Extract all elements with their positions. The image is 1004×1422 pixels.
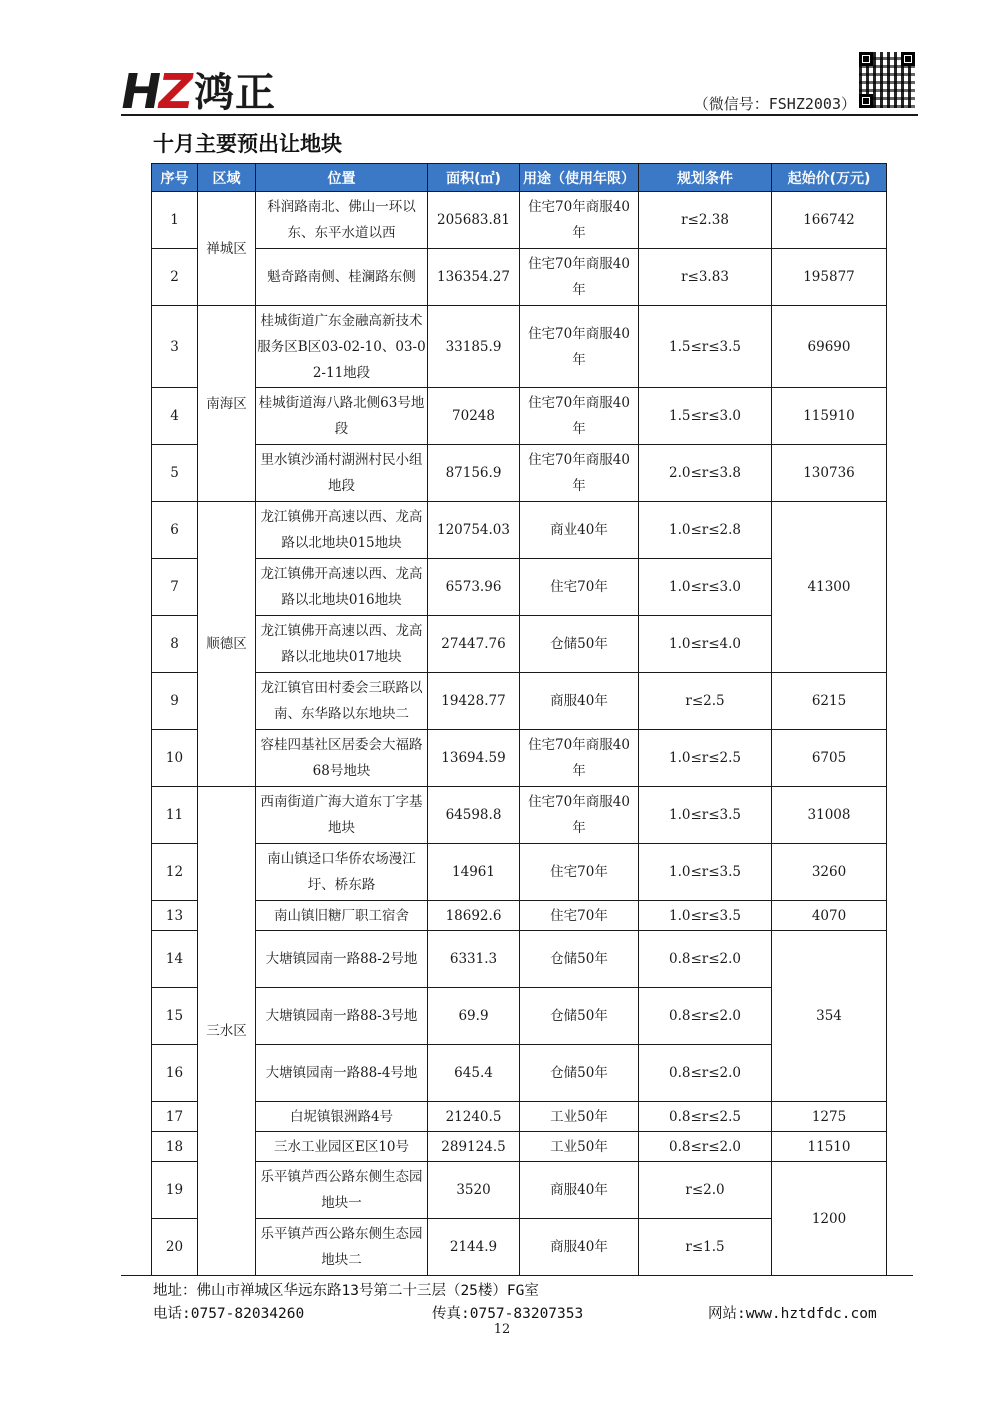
cell-plan: 1.5≤r≤3.0 xyxy=(639,388,772,445)
cell-use: 住宅70年 xyxy=(520,844,639,901)
cell-plan: r≤3.83 xyxy=(639,249,772,306)
cell-location: 大塘镇园南一路88-2号地 xyxy=(256,931,428,988)
col-header-area: 面积(㎡) xyxy=(428,164,520,192)
table-row xyxy=(152,1162,887,1219)
cell-plan: 0.8≤r≤2.5 xyxy=(639,1102,772,1132)
page-title: 十月主要预出让地块 xyxy=(153,132,342,156)
cell-use: 住宅70年商服40年 xyxy=(520,306,639,388)
cell-price: 41300 xyxy=(772,502,887,673)
table-row xyxy=(152,901,887,931)
cell-area: 87156.9 xyxy=(428,445,520,502)
cell-price: 6705 xyxy=(772,730,887,787)
cell-area: 69.9 xyxy=(428,988,520,1045)
cell-area: 70248 xyxy=(428,388,520,445)
cell-district: 南海区 xyxy=(198,306,256,502)
cell-location: 桂城街道海八路北侧63号地段 xyxy=(256,388,428,445)
cell-plan: 0.8≤r≤2.0 xyxy=(639,988,772,1045)
cell-use: 住宅70年商服40年 xyxy=(520,249,639,306)
cell-no: 11 xyxy=(152,787,198,844)
cell-location: 龙江镇佛开高速以西、龙高路以北地块017地块 xyxy=(256,616,428,673)
cell-plan: 1.0≤r≤2.8 xyxy=(639,502,772,559)
cell-plan: 2.0≤r≤3.8 xyxy=(639,445,772,502)
cell-area: 18692.6 xyxy=(428,901,520,931)
cell-use: 住宅70年商服40年 xyxy=(520,730,639,787)
cell-plan: r≤2.38 xyxy=(639,192,772,249)
cell-price: 354 xyxy=(772,931,887,1102)
table-row xyxy=(152,445,887,502)
table-row xyxy=(152,1132,887,1162)
cell-plan: 0.8≤r≤2.0 xyxy=(639,1132,772,1162)
col-header-no: 序号 xyxy=(152,164,198,192)
cell-no: 15 xyxy=(152,988,198,1045)
cell-location: 西南街道广海大道东丁字基地块 xyxy=(256,787,428,844)
cell-plan: 1.0≤r≤3.0 xyxy=(639,559,772,616)
cell-price: 130736 xyxy=(772,445,887,502)
cell-plan: r≤2.5 xyxy=(639,673,772,730)
cell-plan: 0.8≤r≤2.0 xyxy=(639,1045,772,1102)
cell-plan: r≤1.5 xyxy=(639,1219,772,1276)
footer-phone: 电话:0757-82034260 xyxy=(153,1306,305,1322)
cell-location: 乐平镇芦西公路东侧生态园地块二 xyxy=(256,1219,428,1276)
cell-no: 1 xyxy=(152,192,198,249)
cell-location: 里水镇沙涌村湖洲村民小组地段 xyxy=(256,445,428,502)
cell-no: 9 xyxy=(152,673,198,730)
header-divider xyxy=(121,114,918,116)
cell-district: 三水区 xyxy=(198,787,256,1276)
logo-chinese: 鸿正 xyxy=(193,70,276,116)
cell-no: 10 xyxy=(152,730,198,787)
table-row xyxy=(152,1102,887,1132)
cell-plan: 1.0≤r≤3.5 xyxy=(639,901,772,931)
cell-location: 大塘镇园南一路88-3号地 xyxy=(256,988,428,1045)
cell-use: 住宅70年 xyxy=(520,559,639,616)
table-row xyxy=(152,787,887,844)
table-row xyxy=(152,673,887,730)
table-row xyxy=(152,502,887,559)
cell-price: 1200 xyxy=(772,1162,887,1276)
table-header-row xyxy=(152,164,887,192)
page-number: 12 xyxy=(493,1322,511,1337)
cell-no: 5 xyxy=(152,445,198,502)
cell-area: 645.4 xyxy=(428,1045,520,1102)
cell-price: 31008 xyxy=(772,787,887,844)
table-row xyxy=(152,306,887,388)
cell-area: 64598.8 xyxy=(428,787,520,844)
cell-use: 工业50年 xyxy=(520,1132,639,1162)
cell-no: 14 xyxy=(152,931,198,988)
cell-area: 21240.5 xyxy=(428,1102,520,1132)
cell-location: 魁奇路南侧、桂澜路东侧 xyxy=(256,249,428,306)
cell-location: 南山镇迳口华侨农场漫江圩、桥东路 xyxy=(256,844,428,901)
cell-no: 16 xyxy=(152,1045,198,1102)
cell-district: 禅城区 xyxy=(198,192,256,306)
cell-no: 17 xyxy=(152,1102,198,1132)
footer-fax: 传真:0757-83207353 xyxy=(432,1306,584,1322)
cell-plan: 1.5≤r≤3.5 xyxy=(639,306,772,388)
cell-use: 住宅70年商服40年 xyxy=(520,787,639,844)
cell-area: 27447.76 xyxy=(428,616,520,673)
cell-area: 33185.9 xyxy=(428,306,520,388)
cell-use: 仓储50年 xyxy=(520,1045,639,1102)
cell-no: 3 xyxy=(152,306,198,388)
col-header-plan: 规划条件 xyxy=(639,164,772,192)
cell-price: 1275 xyxy=(772,1102,887,1132)
cell-no: 13 xyxy=(152,901,198,931)
cell-price: 11510 xyxy=(772,1132,887,1162)
cell-no: 7 xyxy=(152,559,198,616)
cell-price: 115910 xyxy=(772,388,887,445)
cell-use: 仓储50年 xyxy=(520,616,639,673)
cell-plan: r≤2.0 xyxy=(639,1162,772,1219)
cell-area: 120754.03 xyxy=(428,502,520,559)
cell-plan: 0.8≤r≤2.0 xyxy=(639,931,772,988)
cell-no: 2 xyxy=(152,249,198,306)
cell-location: 科润路南北、佛山一环以东、东平水道以西 xyxy=(256,192,428,249)
qr-code-icon xyxy=(859,52,915,108)
cell-location: 南山镇旧糖厂职工宿舍 xyxy=(256,901,428,931)
cell-use: 仓储50年 xyxy=(520,988,639,1045)
cell-area: 2144.9 xyxy=(428,1219,520,1276)
cell-plan: 1.0≤r≤3.5 xyxy=(639,844,772,901)
cell-location: 桂城街道广东金融高新技术服务区B区03-02-10、03-02-11地段 xyxy=(256,306,428,388)
table-row xyxy=(152,192,887,249)
footer-divider xyxy=(121,1275,913,1276)
cell-use: 商业40年 xyxy=(520,502,639,559)
cell-area: 6573.96 xyxy=(428,559,520,616)
col-header-district: 区域 xyxy=(198,164,256,192)
table-row xyxy=(152,730,887,787)
cell-use: 商服40年 xyxy=(520,1162,639,1219)
cell-no: 19 xyxy=(152,1162,198,1219)
cell-use: 商服40年 xyxy=(520,1219,639,1276)
cell-no: 20 xyxy=(152,1219,198,1276)
cell-location: 龙江镇佛开高速以西、龙高路以北地块016地块 xyxy=(256,559,428,616)
cell-price: 195877 xyxy=(772,249,887,306)
cell-no: 8 xyxy=(152,616,198,673)
cell-plan: 1.0≤r≤4.0 xyxy=(639,616,772,673)
cell-price: 69690 xyxy=(772,306,887,388)
cell-use: 仓储50年 xyxy=(520,931,639,988)
cell-location: 三水工业园区E区10号 xyxy=(256,1132,428,1162)
cell-location: 乐平镇芦西公路东侧生态园地块一 xyxy=(256,1162,428,1219)
cell-area: 6331.3 xyxy=(428,931,520,988)
cell-price: 4070 xyxy=(772,901,887,931)
logo-latin: HZ xyxy=(116,64,195,120)
table-row xyxy=(152,844,887,901)
cell-plan: 1.0≤r≤3.5 xyxy=(639,787,772,844)
cell-price: 166742 xyxy=(772,192,887,249)
cell-use: 住宅70年商服40年 xyxy=(520,445,639,502)
cell-area: 14961 xyxy=(428,844,520,901)
cell-area: 205683.81 xyxy=(428,192,520,249)
cell-location: 龙江镇官田村委会三联路以南、东华路以东地块二 xyxy=(256,673,428,730)
cell-use: 住宅70年 xyxy=(520,901,639,931)
footer-address: 地址：佛山市禅城区华远东路13号第二十三层（25楼）FG室 xyxy=(153,1283,539,1299)
cell-use: 工业50年 xyxy=(520,1102,639,1132)
col-header-use: 用途（使用年限） xyxy=(520,164,639,192)
cell-price: 3260 xyxy=(772,844,887,901)
cell-district: 顺德区 xyxy=(198,502,256,787)
footer-website: 网站:www.hztdfdc.com xyxy=(708,1306,877,1322)
cell-location: 白坭镇银洲路4号 xyxy=(256,1102,428,1132)
cell-area: 19428.77 xyxy=(428,673,520,730)
cell-plan: 1.0≤r≤2.5 xyxy=(639,730,772,787)
land-parcel-table xyxy=(151,163,887,1276)
col-header-location: 位置 xyxy=(256,164,428,192)
wechat-id: （微信号：FSHZ2003） xyxy=(693,95,856,113)
company-logo xyxy=(116,64,276,120)
cell-use: 商服40年 xyxy=(520,673,639,730)
cell-area: 13694.59 xyxy=(428,730,520,787)
cell-use: 住宅70年商服40年 xyxy=(520,388,639,445)
cell-price: 6215 xyxy=(772,673,887,730)
cell-location: 龙江镇佛开高速以西、龙高路以北地块015地块 xyxy=(256,502,428,559)
table-row xyxy=(152,249,887,306)
cell-area: 289124.5 xyxy=(428,1132,520,1162)
cell-area: 136354.27 xyxy=(428,249,520,306)
cell-no: 12 xyxy=(152,844,198,901)
table-row xyxy=(152,931,887,988)
col-header-price: 起始价(万元) xyxy=(772,164,887,192)
cell-no: 18 xyxy=(152,1132,198,1162)
cell-location: 容桂四基社区居委会大福路68号地块 xyxy=(256,730,428,787)
table-row xyxy=(152,388,887,445)
cell-use: 住宅70年商服40年 xyxy=(520,192,639,249)
cell-no: 4 xyxy=(152,388,198,445)
cell-no: 6 xyxy=(152,502,198,559)
cell-location: 大塘镇园南一路88-4号地 xyxy=(256,1045,428,1102)
cell-area: 3520 xyxy=(428,1162,520,1219)
